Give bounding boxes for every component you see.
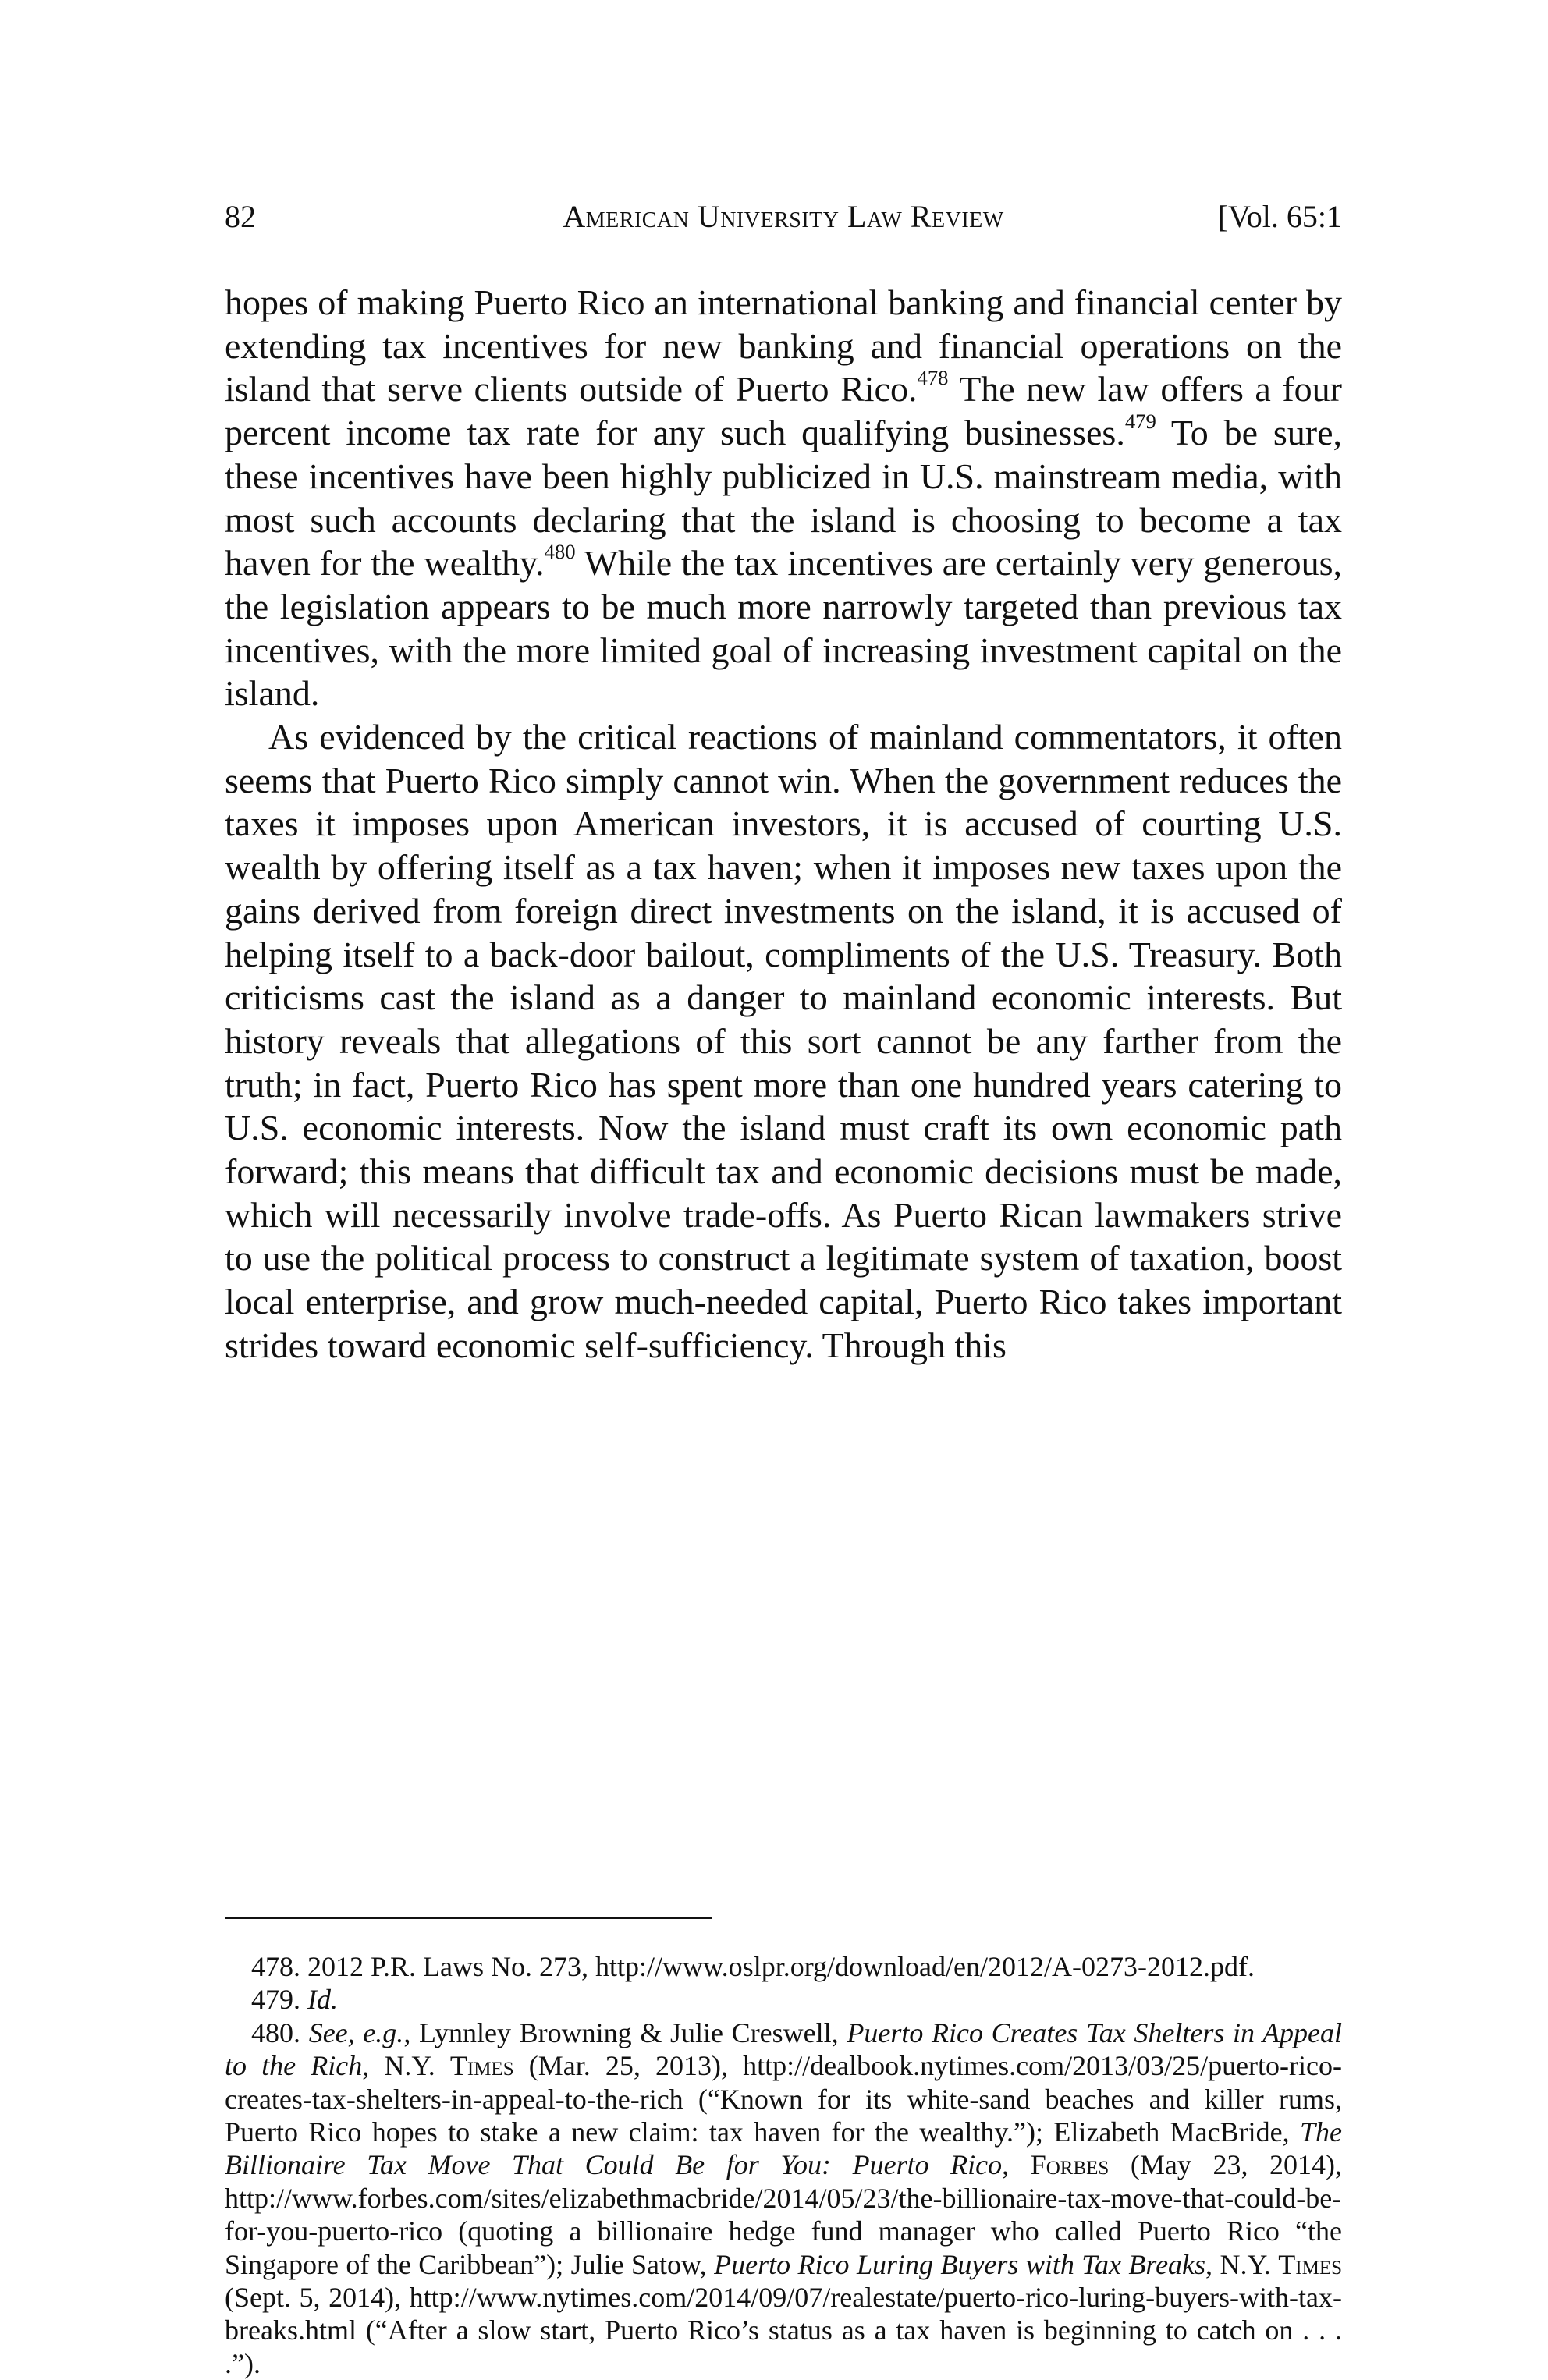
footnote-478 [225,1950,1342,1983]
footnote-text: , Lynnley Browning & Julie Creswell, [403,2016,847,2048]
footnote-text: (May 23, 2014), http://www.forbes.com/sites/elizabethmacbride/2014/05/23/the-billionaire-tax-move-that-could-be-for-you-puerto-rico (quoting a billionaire hedge fund manager who called Puerto Rico “the Singapore of the Caribbean”); Julie Satow, [225,2149,1343,2280]
footnote-text: , N.Y. [362,2050,450,2082]
footnote-479 [225,1983,1342,2016]
paragraph-1-part-b: The new law offers a four percent income tax rate for any such qualifying businesses. [225,369,1343,453]
signal: See, e.g. [308,2016,404,2048]
article-title: The Billionaire Tax Move That Could Be for You: Puerto Rico [225,2116,1342,2181]
footnote-divider [225,1917,712,1919]
footnote-text: Id. [307,1984,338,2016]
publication-name: Times [1278,2248,1343,2280]
page-number: 82 [225,199,256,234]
article-title: Puerto Rico Creates Tax Shelters in Appeal to the Rich [225,2016,1343,2082]
footnote-text: (Sept. 5, 2014), http://www.nytimes.com/2014/09/07/realestate/puerto-rico-luring-buyers-with-tax-breaks.html (“After a slow start, Puerto Rico’s status as a tax haven is beginning to catch on . . . .”). [225,2282,1342,2379]
footnote-480 [225,2016,1342,2380]
footnote-text: , N.Y. [1205,2248,1279,2280]
paragraph-1-part-c: To be sure, these incentives have been highly publicized in U.S. mainstream media, with most such accounts declaring that the island is choosing to become a tax haven for the wealthy. [225,413,1342,583]
paragraph-1-part-a: hopes of making Puerto Rico an international banking and financial center by extending tax incentives for new banking and financial operations on the island that serve clients outside of Puerto Rico. [225,282,1342,410]
publication-name: Times [449,2050,514,2082]
article-title: Puerto Rico Luring Buyers with Tax Breaks [714,2248,1206,2280]
running-header [225,193,1342,240]
footnote-ref-478: 478 [917,366,949,390]
publication-name: Forbes [1030,2149,1110,2181]
paragraph-1-part-d: While the tax incentives are certainly very generous, the legislation appears to be much more narrowly targeted than previous tax incentives, with the more limited goal of increasing investment capital on the island. [225,543,1342,714]
footnote-number: 480. [251,2016,300,2048]
paragraph-2: As evidenced by the critical reactions of mainland commentators, it often seems that Puerto Rico simply cannot win. When the government reduces the taxes it imposes upon American investors, it is accused of courting U.S. wealth by offering itself as a tax haven; when it imposes new taxes upon the gains derived from foreign direct investments on the island, it is accused of helping itself to a back-door bailout, compliments of the U.S. Treasury. Both criticisms cast the island as a danger to mainland economic interests. But history reveals that allegations of this sort cannot be any farther from the truth; in fact, Puerto Rico has spent more than one hundred years catering to U.S. economic interests. Now the island must craft its own economic path forward; this means that difficult tax and economic decisions must be made, which will necessarily involve trade-offs. As Puerto Rican lawmakers strive to use the political process to construct a legitimate system of taxation, boost local enterprise, and grow much-needed capital, Puerto Rico takes important strides toward economic self-sufficiency. Through this [225,717,1342,1365]
footnote-number: 478. [251,1951,300,1982]
footnote-text: (Mar. 25, 2013), http://dealbook.nytimes.com/2013/03/25/puerto-rico-creates-tax-shelters-in-appeal-to-the-rich (“Known for its white-sand beaches and killer rums, Puerto Rico hopes to stake a new claim: tax haven for the wealthy.”); Elizabeth MacBride, [225,2050,1342,2148]
volume-label: [Vol. 65:1 [1217,199,1342,234]
footnote-number: 479. [251,1984,300,2016]
footnote-text: , [1002,2149,1031,2181]
body-text [225,281,1342,1367]
journal-title: American University Law Review [563,199,1004,234]
footnote-ref-479: 479 [1124,410,1156,434]
footnote-text: 2012 P.R. Laws No. 273, http://www.oslpr.org/download/en/2012/A-0273-2012.pdf. [300,1951,1255,1982]
footnotes [225,1950,1342,2380]
paragraph-1 [225,281,1342,715]
page [225,193,1342,1367]
footnote-ref-480: 480 [544,540,576,564]
